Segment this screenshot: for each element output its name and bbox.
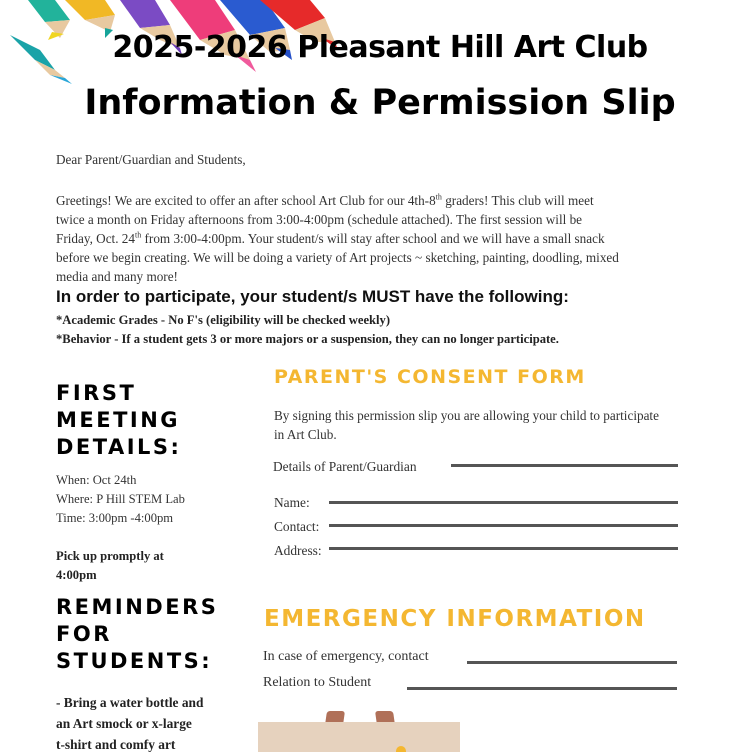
- heading-line: FOR: [56, 622, 112, 646]
- heading-line: REMINDERS: [56, 595, 219, 619]
- meeting-where: Where: P Hill STEM Lab: [56, 492, 185, 506]
- relation-line[interactable]: [407, 687, 677, 690]
- body-line: [56, 229, 619, 248]
- easel-board: [258, 722, 460, 752]
- body-text: twice a month on Friday afternoons from 3:00-4:00pm (schedule attached). The first session will be: [56, 212, 583, 227]
- heading-line: STUDENTS:: [56, 649, 213, 673]
- body-line: [56, 248, 619, 267]
- club-title: 2025-2026 Pleasant Hill Art Club: [112, 30, 648, 65]
- body-text: from 3:00-4:00pm. Your student/s will stay after school and we will have a small snack: [141, 231, 605, 246]
- superscript: th: [135, 230, 142, 240]
- name-label: Name:: [274, 495, 310, 510]
- body-text: Greetings! We are excited to offer an after school Art Club for our 4th-8: [56, 193, 436, 208]
- reminders-heading: [56, 594, 218, 675]
- body-text: before we begin creating. We will be doing a variety of Art projects ~ sketching, painting, doodling, mixed: [56, 250, 619, 265]
- body-text: Friday, Oct. 24: [56, 231, 135, 246]
- details-signature-line[interactable]: [451, 464, 678, 467]
- easel-illustration: [258, 709, 460, 750]
- relation-label: Relation to Student: [263, 675, 372, 690]
- intro-line: in Art Club.: [274, 427, 337, 442]
- emergency-contact-label: In case of emergency, contact: [263, 649, 429, 664]
- emergency-heading: EMERGENCY INFORMATION: [264, 606, 646, 632]
- heading-line: DETAILS:: [56, 435, 182, 459]
- superscript: th: [435, 192, 442, 202]
- address-label: Address:: [274, 543, 322, 558]
- contact-field-line[interactable]: [329, 524, 678, 527]
- meeting-time: Time: 3:00pm -4:00pm: [56, 511, 174, 525]
- reminder-line: an Art smock or x-large: [56, 716, 192, 731]
- pickup-line: 4:00pm: [56, 568, 97, 582]
- emergency-contact-line[interactable]: [467, 661, 677, 664]
- letter-body: [56, 191, 619, 286]
- address-field-line[interactable]: [329, 547, 678, 550]
- reminder-line: - Bring a water bottle and: [56, 695, 204, 710]
- pickup-line: Pick up promptly at: [56, 549, 164, 563]
- heading-line: FIRST: [56, 381, 137, 405]
- meeting-details: [56, 471, 185, 528]
- body-line: [56, 191, 619, 210]
- body-text: graders! This club will meet: [441, 193, 594, 208]
- meeting-when: When: Oct 24th: [56, 473, 137, 487]
- consent-heading: PARENT'S CONSENT FORM: [274, 366, 586, 388]
- name-field-line[interactable]: [329, 501, 678, 504]
- salutation: Dear Parent/Guardian and Students,: [56, 152, 246, 167]
- body-text: media and many more!: [56, 269, 178, 284]
- easel-sun: [396, 746, 406, 752]
- intro-line: By signing this permission slip you are allowing your child to participate: [274, 408, 659, 423]
- reminder-line: t-shirt and comfy art: [56, 737, 176, 752]
- consent-intro: [274, 406, 659, 444]
- page-title: Information & Permission Slip: [84, 83, 676, 123]
- body-line: [56, 267, 619, 286]
- requirement-behavior: *Behavior - If a student gets 3 or more majors or a suspension, they can no longer participate.: [56, 332, 559, 346]
- details-label: Details of Parent/Guardian: [273, 459, 417, 474]
- pickup-note: [56, 547, 164, 585]
- body-line: [56, 210, 619, 229]
- heading-line: MEETING: [56, 408, 181, 432]
- contact-label: Contact:: [274, 519, 320, 534]
- requirement-academic: *Academic Grades - No F's (eligibility will be checked weekly): [56, 313, 391, 327]
- requirements-heading: In order to participate, your student/s MUST have the following:: [56, 287, 569, 306]
- meeting-heading: [56, 380, 181, 461]
- reminders-list: [56, 692, 203, 755]
